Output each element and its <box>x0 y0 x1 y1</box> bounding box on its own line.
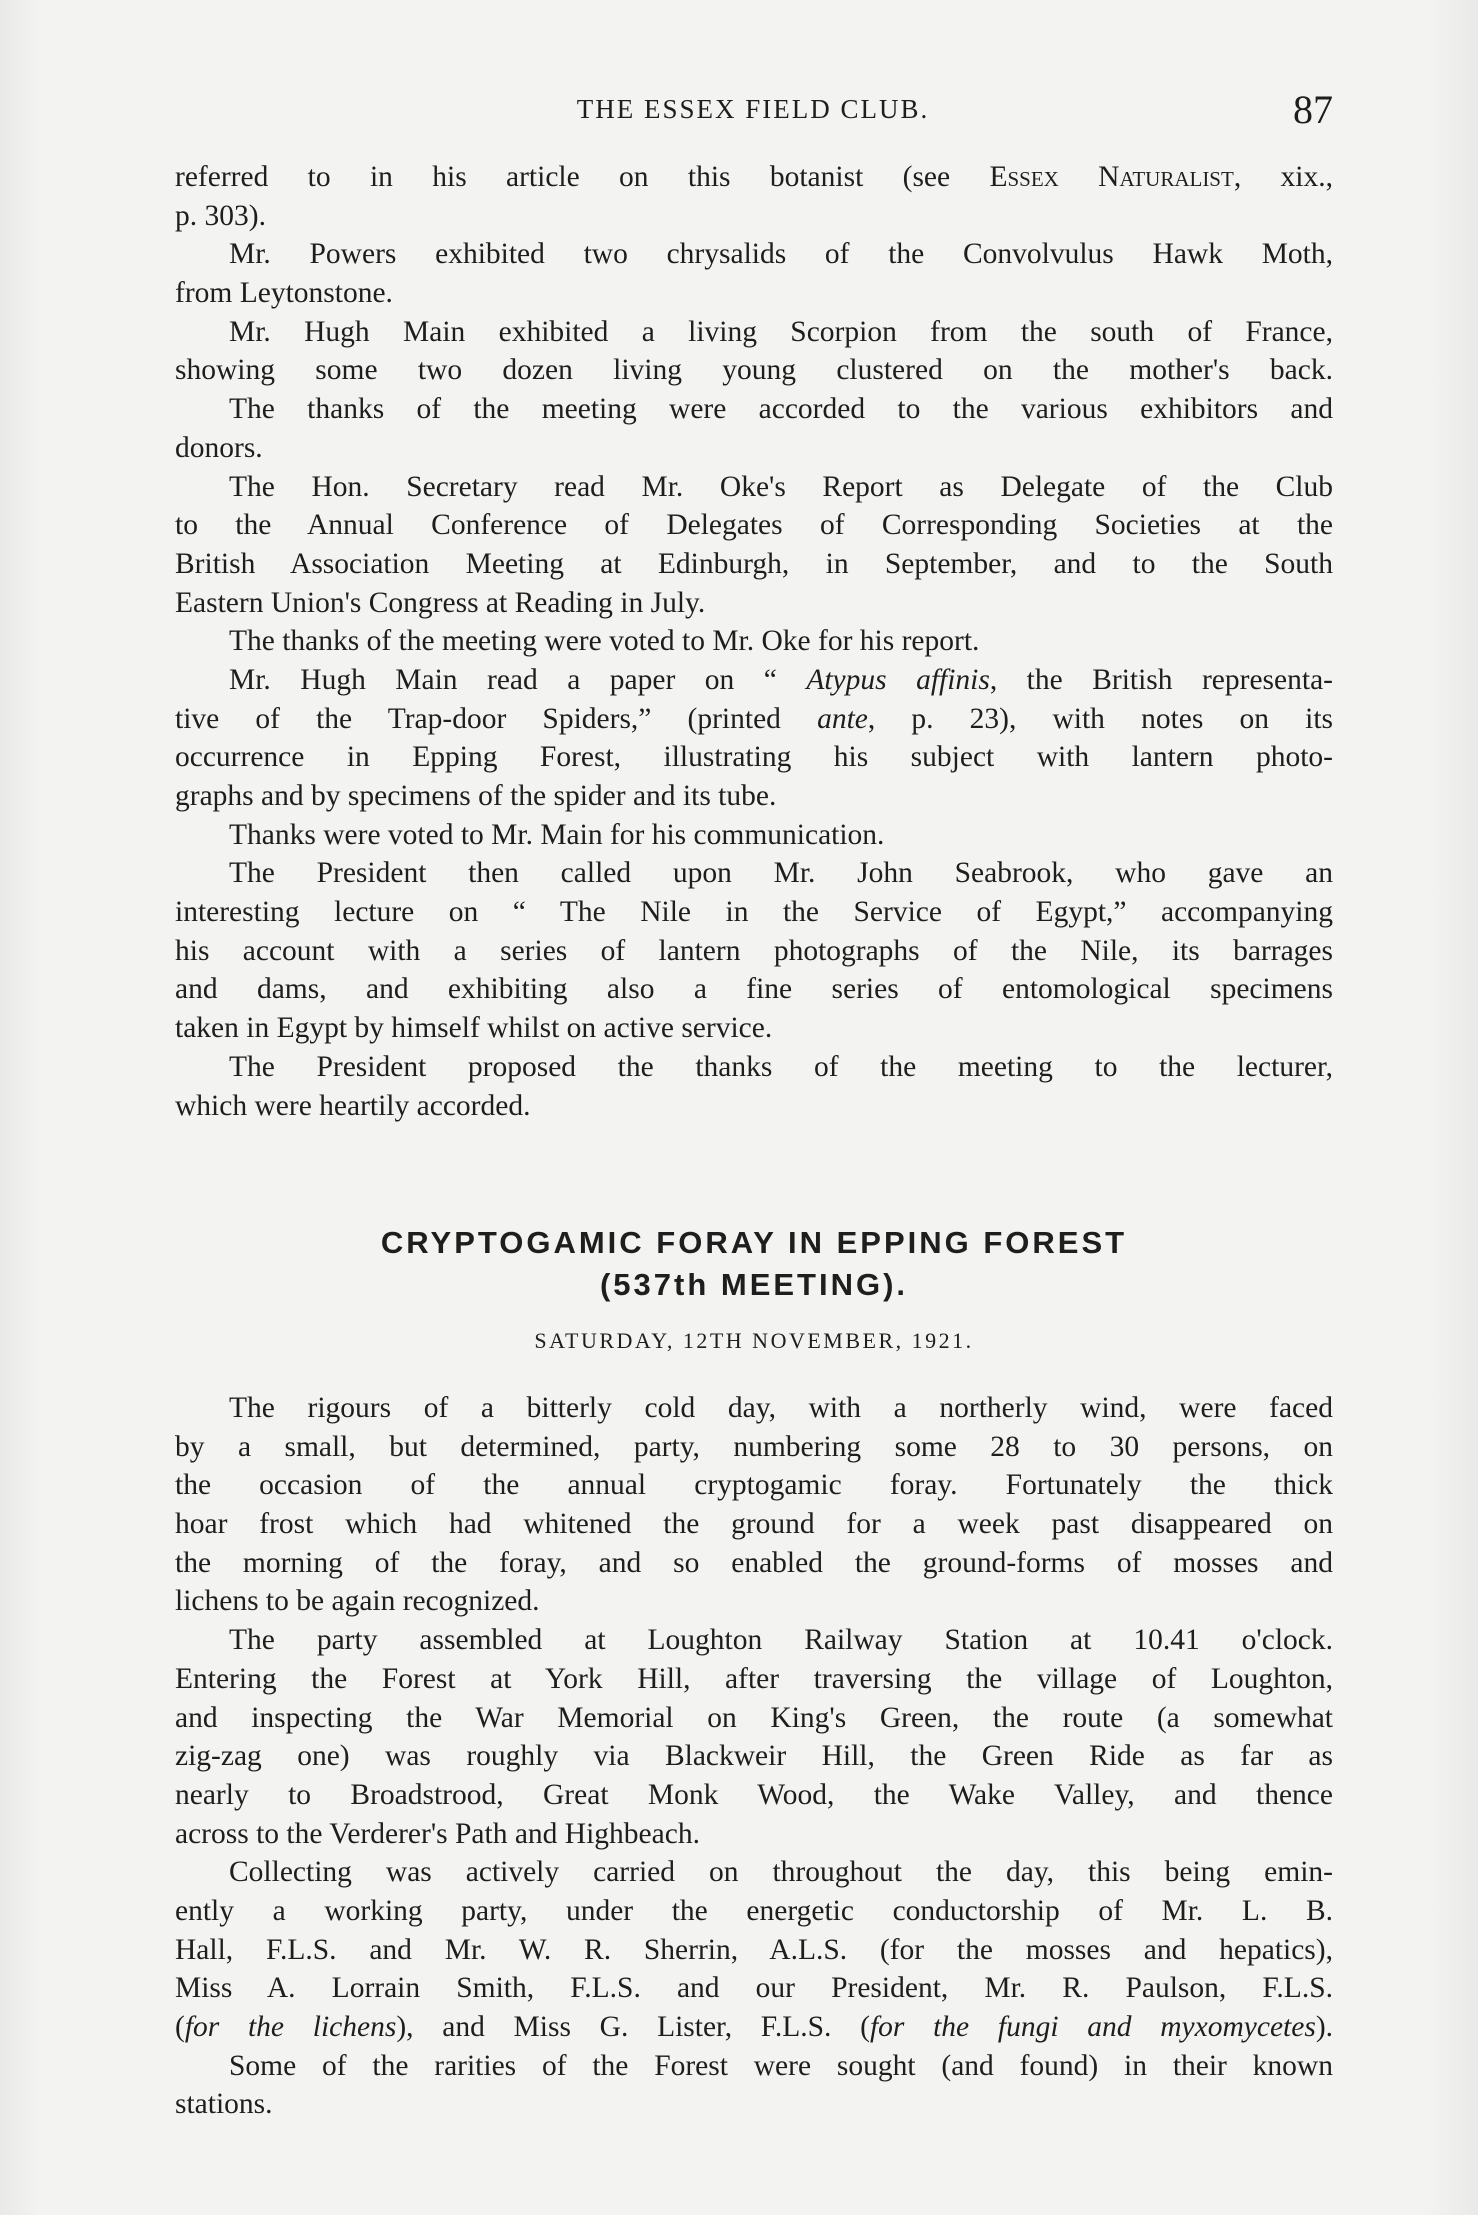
text-line: taken in Egypt by himself whilst on active service. <box>175 1012 773 1045</box>
text-line: nearly to Broadstrood, Great Monk Wood, the Wake Valley, and thence <box>175 1778 1333 1811</box>
text-line: stations. <box>175 2088 273 2121</box>
text-line: The thanks of the meeting were accorded to the various exhibitors and <box>229 393 1333 426</box>
text-line: Thanks were voted to Mr. Main for his communication. <box>229 818 885 851</box>
text-line: Mr. Hugh Main exhibited a living Scorpion from the south of France, <box>229 315 1333 348</box>
text-line: The President then called upon Mr. John Seabrook, who gave an <box>229 857 1333 890</box>
section-title: CRYPTOGAMIC FORAY IN EPPING FOREST <box>380 1225 1128 1260</box>
page-header <box>173 87 1333 142</box>
text-line: interesting lecture on “ The Nile in the Service of Egypt,” accompanying <box>175 896 1333 929</box>
text-line: (for the lichens), and Miss G. Lister, F.L.S. (for the fungi and myxomycetes). <box>175 2011 1333 2043</box>
text-line: which were heartily accorded. <box>175 1089 531 1122</box>
text-line: donors. <box>175 431 263 464</box>
text-line: The party assembled at Loughton Railway Station at 10.41 o'clock. <box>229 1624 1333 1657</box>
meeting-number: (537th MEETING). <box>599 1267 909 1302</box>
text-line: hoar frost which had whitened the ground for a week past disappeared on <box>175 1508 1333 1541</box>
text-line: graphs and by specimens of the spider and its tube. <box>175 780 777 812</box>
text-line: Hall, F.L.S. and Mr. W. R. Sherrin, A.L.S. (for the mosses and hepatics), <box>175 1933 1333 1966</box>
text-line: p. 303). <box>175 199 266 232</box>
text-line: Entering the Forest at York Hill, after traversing the village of Loughton, <box>175 1662 1333 1695</box>
text-line: The rigours of a bitterly cold day, with a northerly wind, were faced <box>229 1392 1333 1424</box>
text-line: Some of the rarities of the Forest were sought (and found) in their known <box>229 2049 1333 2082</box>
text-line: Miss A. Lorrain Smith, F.L.S. and our President, Mr. R. Paulson, F.L.S. <box>175 1972 1333 2005</box>
text-line: The thanks of the meeting were voted to Mr. Oke for his report. <box>229 625 980 658</box>
text-line: occurrence in Epping Forest, illustrating his subject with lantern photo- <box>175 741 1333 774</box>
text-line: from Leytonstone. <box>175 277 393 310</box>
text-line: his account with a series of lantern photographs of the Nile, its barrages <box>175 934 1333 967</box>
text-line: lichens to be again recognized. <box>175 1585 540 1618</box>
text-line: Mr. Powers exhibited two chrysalids of the Convolvulus Hawk Moth, <box>229 238 1333 271</box>
text-line: by a small, but determined, party, numbering some 28 to 30 persons, on <box>175 1430 1333 1463</box>
text-line: ently a working party, under the energetic conductorship of Mr. L. B. <box>175 1894 1333 1927</box>
text-line: and dams, and exhibiting also a fine series of entomological specimens <box>175 973 1333 1006</box>
text-line: and inspecting the War Memorial on King's Green, the route (a somewhat <box>175 1701 1333 1734</box>
foray-report-text <box>175 1389 1333 2124</box>
text-line: the occasion of the annual cryptogamic foray. Fortunately the thick <box>175 1469 1333 1502</box>
text-line: the morning of the foray, and so enabled the ground-forms of mosses and <box>175 1546 1333 1579</box>
text-line: The Hon. Secretary read Mr. Oke's Report as Delegate of the Club <box>229 470 1333 503</box>
text-line: Mr. Hugh Main read a paper on “ Atypus affinis, the British representa- <box>229 663 1333 696</box>
text-line: Collecting was actively carried on throughout the day, this being emin- <box>229 1856 1333 1889</box>
meeting-report-text <box>175 158 1333 1125</box>
text-line: zig-zag one) was roughly via Blackweir Hill, the Green Ride as far as <box>175 1740 1333 1773</box>
text-line: Eastern Union's Congress at Reading in July. <box>175 586 706 619</box>
meeting-date: SATURDAY, 12TH NOVEMBER, 1921. <box>534 1328 974 1353</box>
text-line: to the Annual Conference of Delegates of Corresponding Societies at the <box>175 509 1333 542</box>
text-line: The President proposed the thanks of the meeting to the lecturer, <box>229 1050 1333 1083</box>
page-number: 87 <box>1293 87 1333 132</box>
text-line: British Association Meeting at Edinburgh, in September, and to the South <box>175 547 1333 580</box>
text-line: tive of the Trap-door Spiders,” (printed ante, p. 23), with notes on its <box>175 702 1333 735</box>
text-line: across to the Verderer's Path and Highbeach. <box>175 1817 700 1850</box>
text-line: referred to in his article on this botanist (see Essex Naturalist, xix., <box>175 161 1333 193</box>
running-title: THE ESSEX FIELD CLUB. <box>576 94 930 124</box>
text-line: showing some two dozen living young clustered on the mother's back. <box>175 354 1333 387</box>
section-heading <box>175 1222 1333 1354</box>
